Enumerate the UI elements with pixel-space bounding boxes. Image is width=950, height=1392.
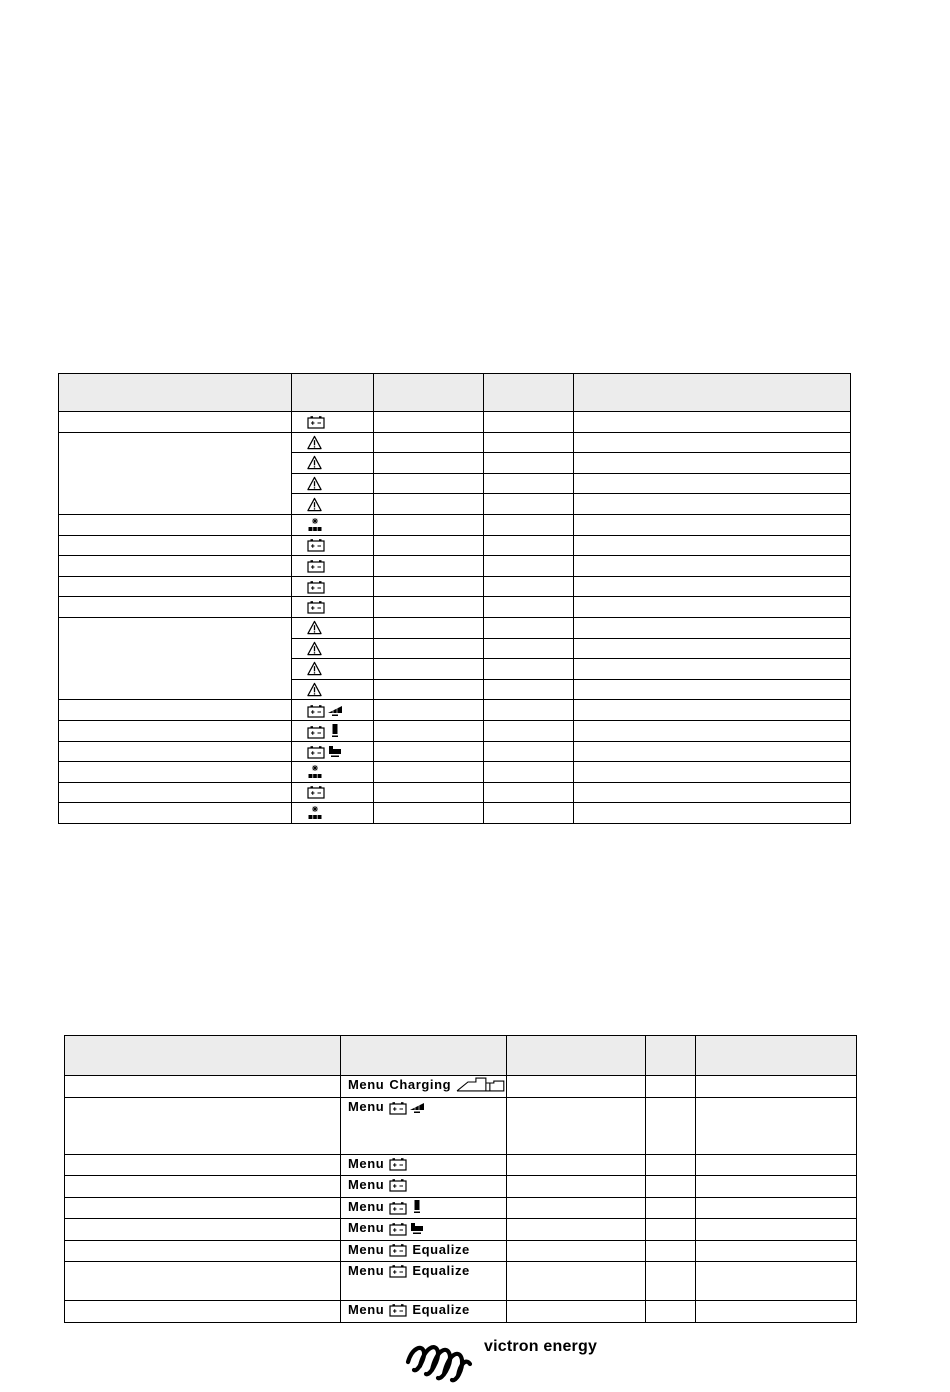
header-cell — [59, 374, 292, 412]
table-cell — [484, 782, 574, 803]
table-cell — [484, 638, 574, 659]
icon-cell — [292, 597, 374, 618]
battery-icon — [307, 785, 325, 799]
table-cell — [484, 679, 574, 700]
table-row — [59, 432, 851, 453]
table-cell — [574, 432, 851, 453]
table-cell — [374, 741, 484, 762]
table-cell — [65, 1097, 341, 1154]
icon-cell — [292, 535, 374, 556]
absorption-icon — [327, 723, 343, 739]
table-cell — [484, 432, 574, 453]
table-cell — [374, 638, 484, 659]
table-cell — [484, 597, 574, 618]
table-cell — [374, 535, 484, 556]
menu-path-cell — [341, 1197, 507, 1219]
menu-label: Menu — [348, 1098, 385, 1114]
table-row — [59, 597, 851, 618]
table-row — [65, 1197, 857, 1219]
battery-icon — [307, 725, 325, 739]
table-row — [59, 535, 851, 556]
menu-table — [64, 1035, 857, 1323]
table-row — [59, 617, 851, 638]
menu-path-cell — [341, 1219, 507, 1241]
header-cell — [374, 374, 484, 412]
warning-icon — [307, 620, 322, 635]
table-cell — [374, 617, 484, 638]
battery-icon — [389, 1201, 407, 1215]
brand-name: victron energy — [484, 1338, 598, 1355]
icon-cell — [292, 432, 374, 453]
table-row — [65, 1154, 857, 1176]
table-cell — [574, 556, 851, 577]
table-cell — [374, 700, 484, 721]
table-row — [65, 1219, 857, 1241]
charging-label: Charging — [389, 1077, 452, 1092]
table-cell — [374, 556, 484, 577]
table-row — [59, 720, 851, 741]
table-cell — [374, 473, 484, 494]
menu-path-cell — [341, 1262, 507, 1301]
table-cell — [484, 453, 574, 474]
battery-icon — [389, 1157, 407, 1171]
table-row — [59, 803, 851, 824]
table-cell — [59, 597, 292, 618]
table-cell — [574, 659, 851, 680]
warning-icon — [307, 641, 322, 656]
icon-cell — [292, 473, 374, 494]
icon-cell — [292, 556, 374, 577]
icon-cell — [292, 782, 374, 803]
table-cell — [65, 1240, 341, 1262]
table-cell — [374, 803, 484, 824]
icon-cell — [292, 494, 374, 515]
menu-path-cell — [341, 1076, 507, 1098]
table-cell — [646, 1219, 696, 1241]
table-cell — [484, 741, 574, 762]
table-cell — [507, 1262, 646, 1301]
table-cell — [374, 762, 484, 783]
table-cell — [507, 1176, 646, 1198]
table-cell — [484, 473, 574, 494]
table-cell — [574, 597, 851, 618]
menu-path-cell — [341, 1154, 507, 1176]
table-cell — [484, 659, 574, 680]
table-cell — [507, 1154, 646, 1176]
icon-cell — [292, 679, 374, 700]
table-cell — [484, 494, 574, 515]
bulk-icon — [409, 1099, 425, 1115]
icon-cell — [292, 720, 374, 741]
status-table — [58, 373, 851, 824]
table-cell — [484, 617, 574, 638]
table-cell — [374, 597, 484, 618]
table-cell — [574, 762, 851, 783]
menu-path-cell — [341, 1176, 507, 1198]
header-cell — [646, 1036, 696, 1076]
table-cell — [65, 1219, 341, 1241]
table-cell — [59, 617, 292, 699]
menu-label: Menu — [348, 1220, 385, 1235]
table-cell — [484, 556, 574, 577]
table-cell — [574, 473, 851, 494]
warning-icon — [307, 661, 322, 676]
table-cell — [507, 1240, 646, 1262]
battery-icon — [307, 559, 325, 573]
table-cell — [646, 1097, 696, 1154]
table-cell — [696, 1097, 857, 1154]
table-row — [65, 1076, 857, 1098]
table-header-row — [59, 374, 851, 412]
header-cell — [484, 374, 574, 412]
table-cell — [696, 1301, 857, 1323]
warning-icon — [307, 455, 322, 470]
table-cell — [484, 803, 574, 824]
table-cell — [374, 782, 484, 803]
table-row — [65, 1097, 857, 1154]
equalize-label: Equalize — [412, 1302, 470, 1317]
table-cell — [484, 535, 574, 556]
table-cell — [507, 1076, 646, 1098]
table-cell — [65, 1176, 341, 1198]
table-cell — [574, 803, 851, 824]
icon-cell — [292, 617, 374, 638]
table-cell — [646, 1262, 696, 1301]
table-cell — [574, 494, 851, 515]
table-cell — [374, 720, 484, 741]
battery-icon — [307, 745, 325, 759]
table-cell — [507, 1219, 646, 1241]
table-cell — [374, 453, 484, 474]
icon-cell — [292, 453, 374, 474]
table-row — [59, 514, 851, 535]
menu-label: Menu — [348, 1198, 385, 1214]
header-cell — [696, 1036, 857, 1076]
table-cell — [59, 700, 292, 721]
header-cell — [65, 1036, 341, 1076]
table-cell — [374, 412, 484, 433]
table-cell — [646, 1176, 696, 1198]
table-cell — [59, 576, 292, 597]
icon-cell — [292, 514, 374, 535]
sun-panel-icon — [307, 764, 323, 780]
table-cell — [696, 1176, 857, 1198]
sun-panel-icon — [307, 517, 323, 533]
menu-path-cell — [341, 1240, 507, 1262]
icon-cell — [292, 638, 374, 659]
table-row — [65, 1240, 857, 1262]
battery-icon — [307, 538, 325, 552]
table-cell — [59, 782, 292, 803]
table-cell — [59, 412, 292, 433]
table-cell — [646, 1240, 696, 1262]
header-cell — [341, 1036, 507, 1076]
menu-label: Menu — [348, 1155, 385, 1171]
table-cell — [484, 412, 574, 433]
charge-curve-icon — [456, 1077, 506, 1093]
table-row — [65, 1262, 857, 1301]
header-cell — [292, 374, 374, 412]
table-cell — [696, 1076, 857, 1098]
table-cell — [484, 762, 574, 783]
table-row — [59, 741, 851, 762]
table-cell — [574, 741, 851, 762]
table-cell — [574, 617, 851, 638]
menu-label: Menu — [348, 1302, 385, 1317]
battery-icon — [389, 1303, 407, 1317]
icon-cell — [292, 741, 374, 762]
table-cell — [59, 762, 292, 783]
table-row — [65, 1176, 857, 1198]
menu-path-cell — [341, 1097, 507, 1154]
table-cell — [59, 720, 292, 741]
table-header-row — [65, 1036, 857, 1076]
table-cell — [59, 556, 292, 577]
table-cell — [374, 432, 484, 453]
table-cell — [574, 720, 851, 741]
warning-icon — [307, 682, 322, 697]
table-cell — [574, 679, 851, 700]
table-row — [65, 1301, 857, 1323]
table-cell — [507, 1197, 646, 1219]
table-cell — [374, 679, 484, 700]
table-cell — [65, 1301, 341, 1323]
table-cell — [59, 514, 292, 535]
table-cell — [646, 1301, 696, 1323]
icon-cell — [292, 412, 374, 433]
sun-panel-icon — [307, 805, 323, 821]
table-cell — [484, 720, 574, 741]
icon-cell — [292, 803, 374, 824]
header-cell — [507, 1036, 646, 1076]
table-cell — [374, 494, 484, 515]
table-cell — [374, 659, 484, 680]
table-cell — [574, 535, 851, 556]
warning-icon — [307, 435, 322, 450]
table-cell — [374, 514, 484, 535]
table-cell — [696, 1197, 857, 1219]
table-cell — [574, 638, 851, 659]
table-cell — [507, 1301, 646, 1323]
table-cell — [574, 514, 851, 535]
menu-label: Menu — [348, 1263, 385, 1278]
table-row — [59, 782, 851, 803]
battery-icon — [389, 1264, 407, 1278]
table-cell — [484, 514, 574, 535]
table-cell — [59, 741, 292, 762]
table-cell — [574, 453, 851, 474]
battery-icon — [389, 1178, 407, 1192]
menu-label: Menu — [348, 1241, 385, 1257]
table-cell — [574, 782, 851, 803]
battery-icon — [389, 1101, 407, 1115]
table-row — [59, 762, 851, 783]
equalize-label: Equalize — [412, 1241, 470, 1257]
bulk-icon — [327, 702, 343, 718]
table-cell — [59, 432, 292, 514]
table-cell — [65, 1076, 341, 1098]
battery-icon — [307, 415, 325, 429]
menu-label: Menu — [348, 1177, 385, 1192]
table-cell — [696, 1219, 857, 1241]
battery-icon — [307, 600, 325, 614]
absorption-icon — [409, 1199, 425, 1215]
icon-cell — [292, 700, 374, 721]
table-cell — [484, 576, 574, 597]
table-cell — [646, 1197, 696, 1219]
table-cell — [646, 1154, 696, 1176]
table-cell — [65, 1262, 341, 1301]
float-icon — [409, 1220, 425, 1236]
icon-cell — [292, 576, 374, 597]
warning-icon — [307, 497, 322, 512]
table-cell — [574, 412, 851, 433]
table-cell — [696, 1262, 857, 1301]
table-cell — [696, 1240, 857, 1262]
menu-label: Menu — [348, 1077, 385, 1092]
icon-cell — [292, 762, 374, 783]
battery-icon — [389, 1243, 407, 1257]
table-cell — [65, 1197, 341, 1219]
equalize-label: Equalize — [412, 1263, 470, 1278]
table-row — [59, 412, 851, 433]
icon-cell — [292, 659, 374, 680]
header-cell — [574, 374, 851, 412]
warning-icon — [307, 476, 322, 491]
table-row — [59, 700, 851, 721]
table-row — [59, 576, 851, 597]
table-cell — [507, 1097, 646, 1154]
table-cell — [59, 535, 292, 556]
float-icon — [327, 743, 343, 759]
table-cell — [59, 803, 292, 824]
battery-icon — [307, 580, 325, 594]
table-cell — [696, 1154, 857, 1176]
table-row — [59, 556, 851, 577]
table-cell — [65, 1154, 341, 1176]
table-cell — [574, 700, 851, 721]
table-cell — [574, 576, 851, 597]
menu-path-cell — [341, 1301, 507, 1323]
spiral-logo-icon — [404, 1336, 474, 1384]
victron-logo — [404, 1336, 597, 1384]
battery-icon — [389, 1222, 407, 1236]
table-cell — [374, 576, 484, 597]
battery-icon — [307, 704, 325, 718]
table-cell — [484, 700, 574, 721]
table-cell — [646, 1076, 696, 1098]
